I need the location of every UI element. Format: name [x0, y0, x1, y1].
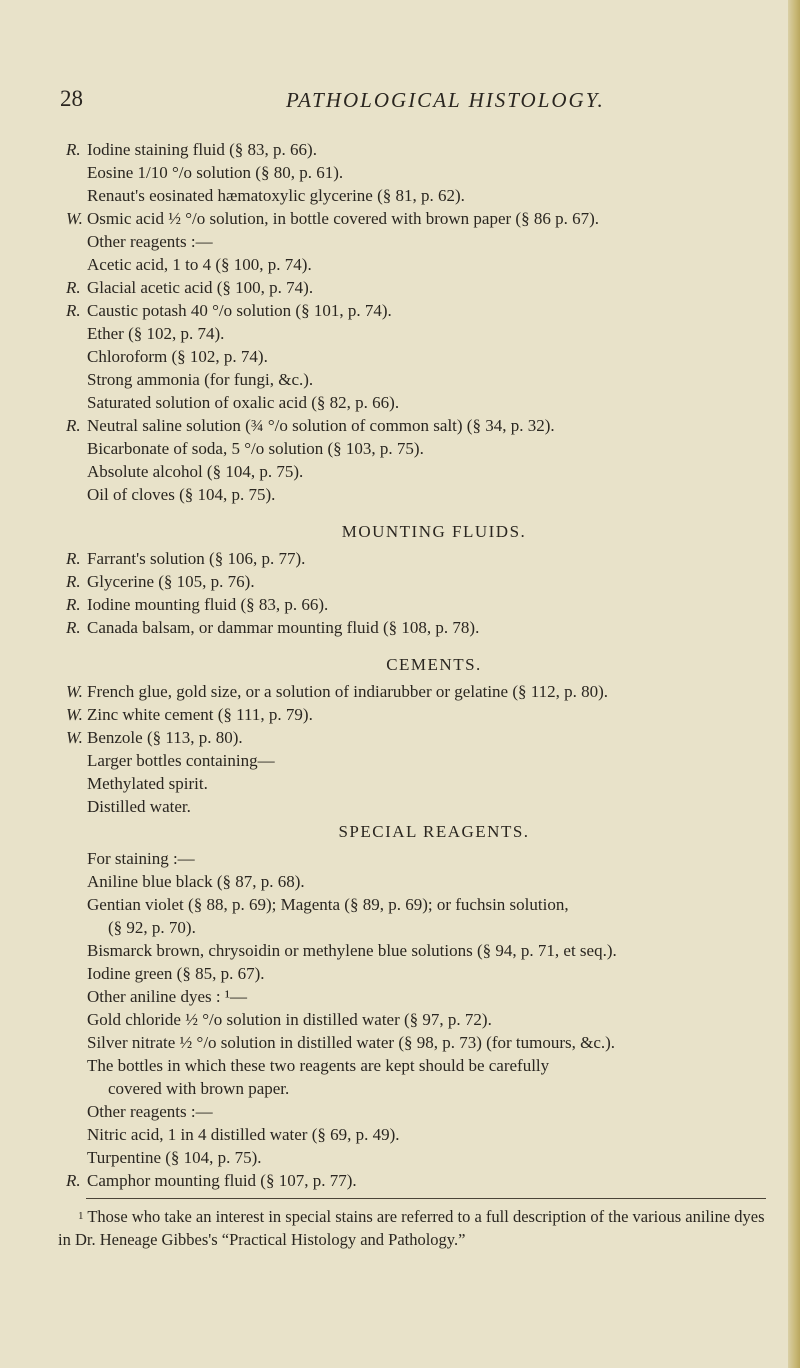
list-item — [66, 299, 766, 322]
list-item-text: Bicarbonate of soda, 5 °/o solution (§ 103, p. 75). — [87, 439, 424, 458]
list-item — [66, 772, 766, 795]
list-item-text: Farrant's solution (§ 106, p. 77). — [87, 549, 306, 568]
list-item-text: Methylated spirit. — [87, 774, 208, 793]
list-item-text: covered with brown paper. — [108, 1079, 290, 1098]
bottle-marker: R. — [66, 1171, 81, 1190]
list-item — [66, 570, 766, 593]
list-item — [66, 703, 766, 726]
list-item-text: Other reagents :— — [87, 232, 213, 251]
list-item-text: Absolute alcohol (§ 104, p. 75). — [87, 462, 304, 481]
list-item-text: Other aniline dyes : ¹— — [87, 987, 247, 1006]
list-item-text: French glue, gold size, or a solution of indiarubber or gelatine (§ 112, p. 80). — [87, 682, 609, 701]
list-item-text: Strong ammonia (for fungi, &c.). — [87, 370, 314, 389]
list-item — [66, 1169, 766, 1192]
bottle-marker: R. — [66, 140, 81, 159]
list-item — [66, 680, 766, 703]
list-item-text: Iodine staining fluid (§ 83, p. 66). — [87, 140, 317, 159]
mounting-fluids-list — [66, 547, 766, 639]
list-item — [66, 184, 766, 207]
list-item-text: Canada balsam, or dammar mounting fluid (§ 108, p. 78). — [87, 618, 480, 637]
list-item — [66, 138, 766, 161]
list-item-text: Caustic potash 40 °/o solution (§ 101, p. 74). — [87, 301, 392, 320]
list-item-text: Saturated solution of oxalic acid (§ 82, p. 66). — [87, 393, 400, 412]
list-item-text: Ether (§ 102, p. 74). — [87, 324, 225, 343]
list-item-text: Osmic acid ½ °/o solution, in bottle covered with brown paper (§ 86 p. 67). — [87, 209, 599, 228]
list-item-text: Bismarck brown, chrysoidin or methylene blue solutions (§ 94, p. 71, et seq.). — [87, 941, 617, 960]
bottle-marker: R. — [66, 416, 81, 435]
list-item-text: Oil of cloves (§ 104, p. 75). — [87, 485, 276, 504]
list-item — [66, 1008, 766, 1031]
bottle-marker: W. — [66, 728, 83, 747]
running-title: PATHOLOGICAL HISTOLOGY. — [286, 88, 605, 112]
list-item-text: Chloroform (§ 102, p. 74). — [87, 347, 268, 366]
list-item-text: Glycerine (§ 105, p. 76). — [87, 572, 255, 591]
list-item — [66, 1054, 766, 1077]
list-item-text: The bottles in which these two reagents are kept should be carefully — [87, 1056, 550, 1075]
bottle-marker: W. — [66, 209, 83, 228]
list-item-text: Distilled water. — [87, 797, 191, 816]
page-header — [60, 86, 760, 116]
list-item-text: Larger bottles containing— — [87, 751, 275, 770]
list-item — [66, 322, 766, 345]
list-item-text: (§ 92, p. 70). — [108, 918, 196, 937]
reagents-list — [66, 138, 766, 506]
list-item-text: Iodine green (§ 85, p. 67). — [87, 964, 265, 983]
list-item-text: Silver nitrate ½ °/o solution in distilled water (§ 98, p. 73) (for tumours, &c.). — [87, 1033, 616, 1052]
list-item-text: Eosine 1/10 °/o solution (§ 80, p. 61). — [87, 163, 344, 182]
list-item — [66, 1123, 766, 1146]
special-reagents-list — [66, 847, 766, 1192]
list-item — [66, 230, 766, 253]
footnote — [58, 1205, 778, 1251]
list-item — [66, 253, 766, 276]
list-item — [66, 962, 766, 985]
list-item — [66, 345, 766, 368]
list-item — [66, 414, 766, 437]
footnote-mark: 1 — [78, 1210, 84, 1222]
bottle-marker: R. — [66, 618, 81, 637]
list-item — [66, 893, 766, 916]
footnote-divider — [86, 1198, 766, 1199]
list-item-text: Gentian violet (§ 88, p. 69); Magenta (§ 89, p. 69); or fuchsin solution, — [87, 895, 569, 914]
list-item-text: Renaut's eosinated hæmatoxylic glycerine (§ 81, p. 62). — [87, 186, 465, 205]
list-item — [66, 1031, 766, 1054]
special-reagents-heading: SPECIAL REAGENTS. — [338, 822, 530, 841]
bottle-marker: R. — [66, 595, 81, 614]
list-item — [66, 593, 766, 616]
list-item — [66, 726, 766, 749]
cements-heading: CEMENTS. — [386, 655, 482, 674]
bottle-marker: R. — [66, 278, 81, 297]
list-item — [66, 1077, 766, 1100]
list-item-text: Gold chloride ½ °/o solution in distilled water (§ 97, p. 72). — [87, 1010, 492, 1029]
list-item — [66, 795, 766, 818]
bottle-marker: R. — [66, 301, 81, 320]
page-edge — [788, 0, 800, 1368]
list-item — [66, 276, 766, 299]
list-item-text: Other reagents :— — [87, 1102, 213, 1121]
list-item — [66, 1146, 766, 1169]
list-item — [66, 483, 766, 506]
list-item — [66, 460, 766, 483]
list-item-text: Benzole (§ 113, p. 80). — [87, 728, 243, 747]
list-item — [66, 985, 766, 1008]
list-item-text: For staining :— — [87, 849, 195, 868]
list-item — [66, 391, 766, 414]
list-item-text: Nitric acid, 1 in 4 distilled water (§ 69, p. 49). — [87, 1125, 400, 1144]
bottle-marker: W. — [66, 682, 83, 701]
list-item — [66, 916, 766, 939]
mounting-fluids-heading: MOUNTING FLUIDS. — [341, 522, 527, 541]
cements-list — [66, 680, 766, 818]
list-item-text: Turpentine (§ 104, p. 75). — [87, 1148, 262, 1167]
list-item-text: Acetic acid, 1 to 4 (§ 100, p. 74). — [87, 255, 312, 274]
list-item-text: Neutral saline solution (¾ °/o solution of common salt) (§ 34, p. 32). — [87, 416, 555, 435]
list-item — [66, 437, 766, 460]
list-item-text: Zinc white cement (§ 111, p. 79). — [87, 705, 313, 724]
page-number: 28 — [60, 86, 83, 111]
list-item — [66, 207, 766, 230]
list-item — [66, 161, 766, 184]
list-item-text: Glacial acetic acid (§ 100, p. 74). — [87, 278, 314, 297]
footnote-text: Those who take an interest in special stains are referred to a full description of the various aniline dyes in Dr. Heneage Gibbes's “Practical Histology and Pathology.” — [58, 1207, 765, 1249]
list-item — [66, 616, 766, 639]
list-item — [66, 1100, 766, 1123]
list-item — [66, 939, 766, 962]
list-item — [66, 749, 766, 772]
list-item-text: Iodine mounting fluid (§ 83, p. 66). — [87, 595, 329, 614]
list-item — [66, 547, 766, 570]
list-item — [66, 847, 766, 870]
list-item — [66, 870, 766, 893]
bottle-marker: R. — [66, 572, 81, 591]
list-item-text: Camphor mounting fluid (§ 107, p. 77). — [87, 1171, 357, 1190]
bottle-marker: W. — [66, 705, 83, 724]
bottle-marker: R. — [66, 549, 81, 568]
list-item-text: Aniline blue black (§ 87, p. 68). — [87, 872, 305, 891]
list-item — [66, 368, 766, 391]
page-content — [58, 138, 766, 1251]
